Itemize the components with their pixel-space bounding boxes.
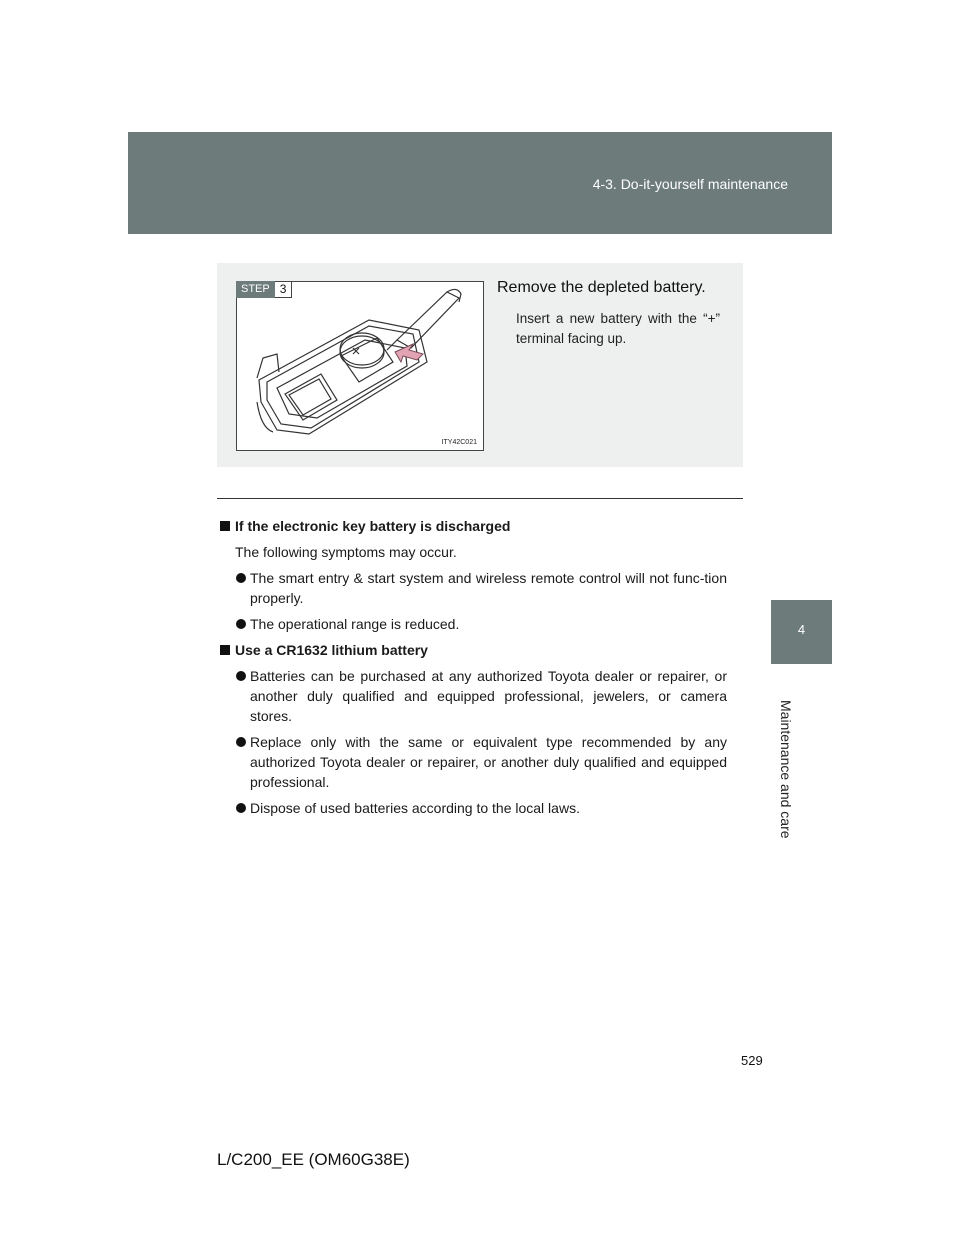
page-number: 529 (741, 1053, 763, 1068)
key-battery-illustration (236, 281, 484, 451)
battery-removal-drawing (237, 282, 483, 450)
note-title-battery-type: Use a CR1632 lithium battery (217, 640, 727, 660)
bullet-item: Replace only with the same or equivalent type recommended by any authorized Toyota dealer or repairer, or another duly qualified and equipped professional. (217, 732, 727, 792)
chapter-label: Maintenance and care (778, 700, 794, 839)
step-heading: Remove the depleted battery. (497, 279, 706, 296)
section-divider (217, 498, 743, 499)
step-badge (236, 281, 292, 298)
section-title: 4-3. Do-it-yourself maintenance (592, 176, 788, 192)
step-body: Insert a new battery with the “+” terminal facing up. (516, 311, 720, 346)
note-intro: The following symptoms may occur. (235, 544, 457, 560)
bullet-item: Dispose of used batteries according to the local laws. (217, 798, 727, 818)
chapter-tab (771, 600, 832, 664)
step-badge-label: STEP (236, 281, 275, 298)
note-title-discharged: If the electronic key battery is discharged (217, 516, 727, 536)
bullet-item: The smart entry & start system and wireless remote control will not func-tion properly. (217, 568, 727, 608)
figure-code: ITY42C021 (441, 439, 477, 446)
page-header (128, 132, 832, 234)
document-code: L/C200_EE (OM60G38E) (217, 1150, 410, 1169)
step-badge-number: 3 (275, 281, 293, 298)
bullet-item: The operational range is reduced. (217, 614, 727, 634)
notes-content (217, 516, 727, 824)
bullet-item: Batteries can be purchased at any authorized Toyota dealer or repairer, or another duly qualified and equipped professional, jewelers, or camera stores. (217, 666, 727, 726)
chapter-number: 4 (797, 622, 806, 637)
